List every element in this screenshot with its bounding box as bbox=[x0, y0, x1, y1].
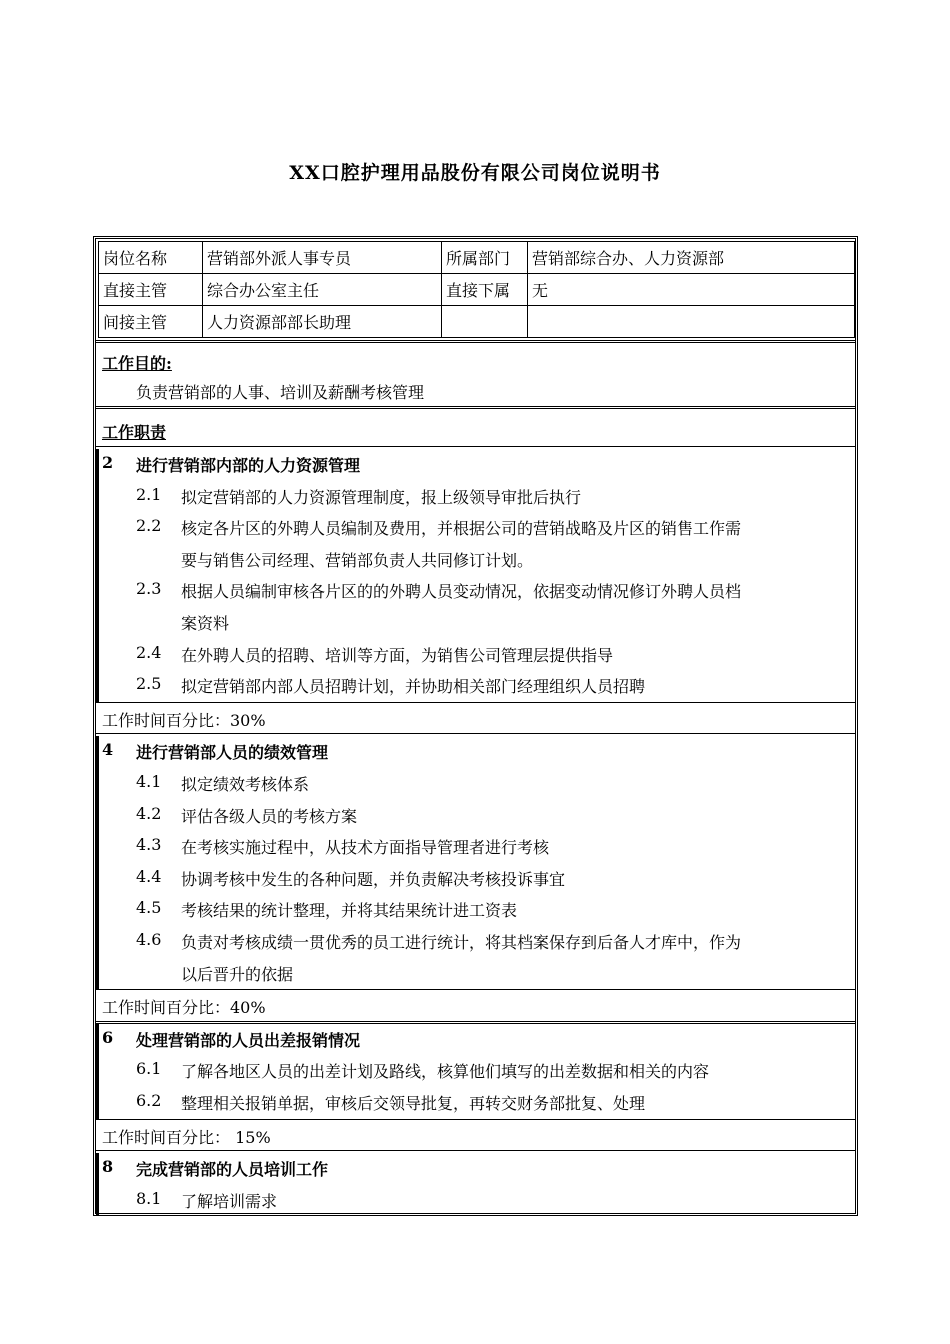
item-text: 了解各地区人员的出差计划及路线，核算他们填写的出差数据和相关的内容 bbox=[181, 1062, 710, 1082]
duties-heading: 工作职责 bbox=[102, 423, 167, 442]
item-text: 拟定营销部的人力资源管理制度，报上级领导审批后执行 bbox=[181, 487, 582, 507]
section-number: 6 bbox=[102, 1027, 114, 1047]
value-cell: 人力资源部部长助理 bbox=[203, 306, 442, 338]
value-cell: 营销部外派人事专员 bbox=[203, 242, 442, 274]
table-row bbox=[99, 274, 855, 306]
item-number: 6.1 bbox=[136, 1059, 162, 1079]
item-text: 在考核实施过程中，从技术方面指导管理者进行考核 bbox=[181, 838, 550, 858]
row-divider bbox=[96, 1021, 855, 1024]
item-text: 了解培训需求 bbox=[181, 1191, 278, 1211]
label-cell: 所属部门 bbox=[442, 242, 528, 274]
time-percentage: 工作时间百分比：40% bbox=[102, 998, 266, 1018]
item-number: 4.5 bbox=[136, 898, 162, 918]
item-number: 4.1 bbox=[136, 772, 162, 791]
section-left-bar bbox=[96, 1024, 99, 1119]
purpose-text: 负责营销部的人事、培训及薪酬考核管理 bbox=[136, 383, 425, 402]
item-number: 2.3 bbox=[136, 579, 162, 599]
label-cell: 直接下属 bbox=[442, 274, 528, 306]
section-title: 进行营销部人员的绩效管理 bbox=[136, 743, 329, 763]
section-number: 8 bbox=[102, 1157, 114, 1177]
section-title: 处理营销部的人员出差报销情况 bbox=[136, 1030, 361, 1050]
section-divider bbox=[96, 406, 855, 409]
row-divider bbox=[96, 1150, 855, 1151]
item-text: 案资料 bbox=[181, 614, 230, 633]
item-number: 8.1 bbox=[136, 1188, 162, 1208]
row-divider bbox=[96, 1119, 855, 1120]
item-text: 以后晋升的依据 bbox=[181, 964, 294, 984]
row-divider bbox=[96, 446, 855, 447]
header-table bbox=[98, 241, 855, 338]
label-cell bbox=[442, 306, 528, 338]
item-number: 4.4 bbox=[136, 866, 162, 886]
label-cell: 岗位名称 bbox=[99, 242, 203, 274]
label-cell: 间接主管 bbox=[99, 306, 203, 338]
label-cell: 直接主管 bbox=[99, 274, 203, 306]
time-percentage: 工作时间百分比： 15% bbox=[102, 1127, 271, 1147]
item-text: 考核结果的统计整理，并将其结果统计进工资表 bbox=[181, 901, 518, 921]
table-row bbox=[99, 306, 855, 338]
value-cell: 营销部综合办、人力资源部 bbox=[528, 242, 855, 274]
job-description-table bbox=[93, 236, 858, 1216]
item-number: 4.6 bbox=[136, 930, 162, 949]
item-number: 6.2 bbox=[136, 1091, 162, 1110]
item-text: 根据人员编制审核各片区的的外聘人员变动情况，依据变动情况修订外聘人员档 bbox=[181, 582, 742, 602]
section-left-bar bbox=[96, 449, 99, 702]
section-divider bbox=[96, 340, 855, 343]
item-text: 拟定绩效考核体系 bbox=[181, 775, 310, 794]
row-divider bbox=[96, 989, 855, 990]
section-title: 进行营销部内部的人力资源管理 bbox=[136, 456, 361, 475]
table-row bbox=[99, 242, 855, 274]
time-percentage: 工作时间百分比：30% bbox=[102, 710, 266, 730]
value-cell: 综合办公室主任 bbox=[203, 274, 442, 306]
item-text: 要与销售公司经理、营销部负责人共同修订计划。 bbox=[181, 550, 534, 570]
section-title: 完成营销部的人员培训工作 bbox=[136, 1160, 329, 1180]
row-divider bbox=[96, 702, 855, 703]
purpose-heading: 工作目的: bbox=[102, 354, 172, 373]
item-text: 在外聘人员的招聘、培训等方面，为销售公司管理层提供指导 bbox=[181, 645, 614, 665]
item-text: 整理相关报销单据，审核后交领导批复，再转交财务部批复、处理 bbox=[181, 1094, 646, 1113]
item-number: 2.1 bbox=[136, 484, 162, 504]
section-left-bar bbox=[96, 1153, 99, 1216]
value-cell bbox=[528, 306, 855, 338]
row-divider bbox=[96, 733, 855, 734]
section-number: 2 bbox=[102, 453, 114, 472]
item-number: 2.4 bbox=[136, 642, 162, 662]
value-cell: 无 bbox=[528, 274, 855, 306]
item-text: 评估各级人员的考核方案 bbox=[181, 806, 358, 826]
item-number: 4.2 bbox=[136, 803, 162, 823]
item-number: 2.5 bbox=[136, 674, 162, 694]
item-number: 4.3 bbox=[136, 835, 162, 855]
item-text: 核定各片区的外聘人员编制及费用，并根据公司的营销战略及片区的销售工作需 bbox=[181, 519, 742, 539]
section-left-bar bbox=[96, 736, 99, 989]
item-text: 负责对考核成绩一贯优秀的员工进行统计，将其档案保存到后备人才库中，作为 bbox=[181, 933, 742, 952]
item-text: 协调考核中发生的各种问题，并负责解决考核投诉事宜 bbox=[181, 869, 566, 889]
section-number: 4 bbox=[102, 740, 114, 760]
item-text: 拟定营销部内部人员招聘计划，并协助相关部门经理组织人员招聘 bbox=[181, 677, 646, 697]
item-number: 2.2 bbox=[136, 516, 162, 536]
document-title: XX口腔护理用品股份有限公司岗位说明书 bbox=[289, 162, 661, 184]
